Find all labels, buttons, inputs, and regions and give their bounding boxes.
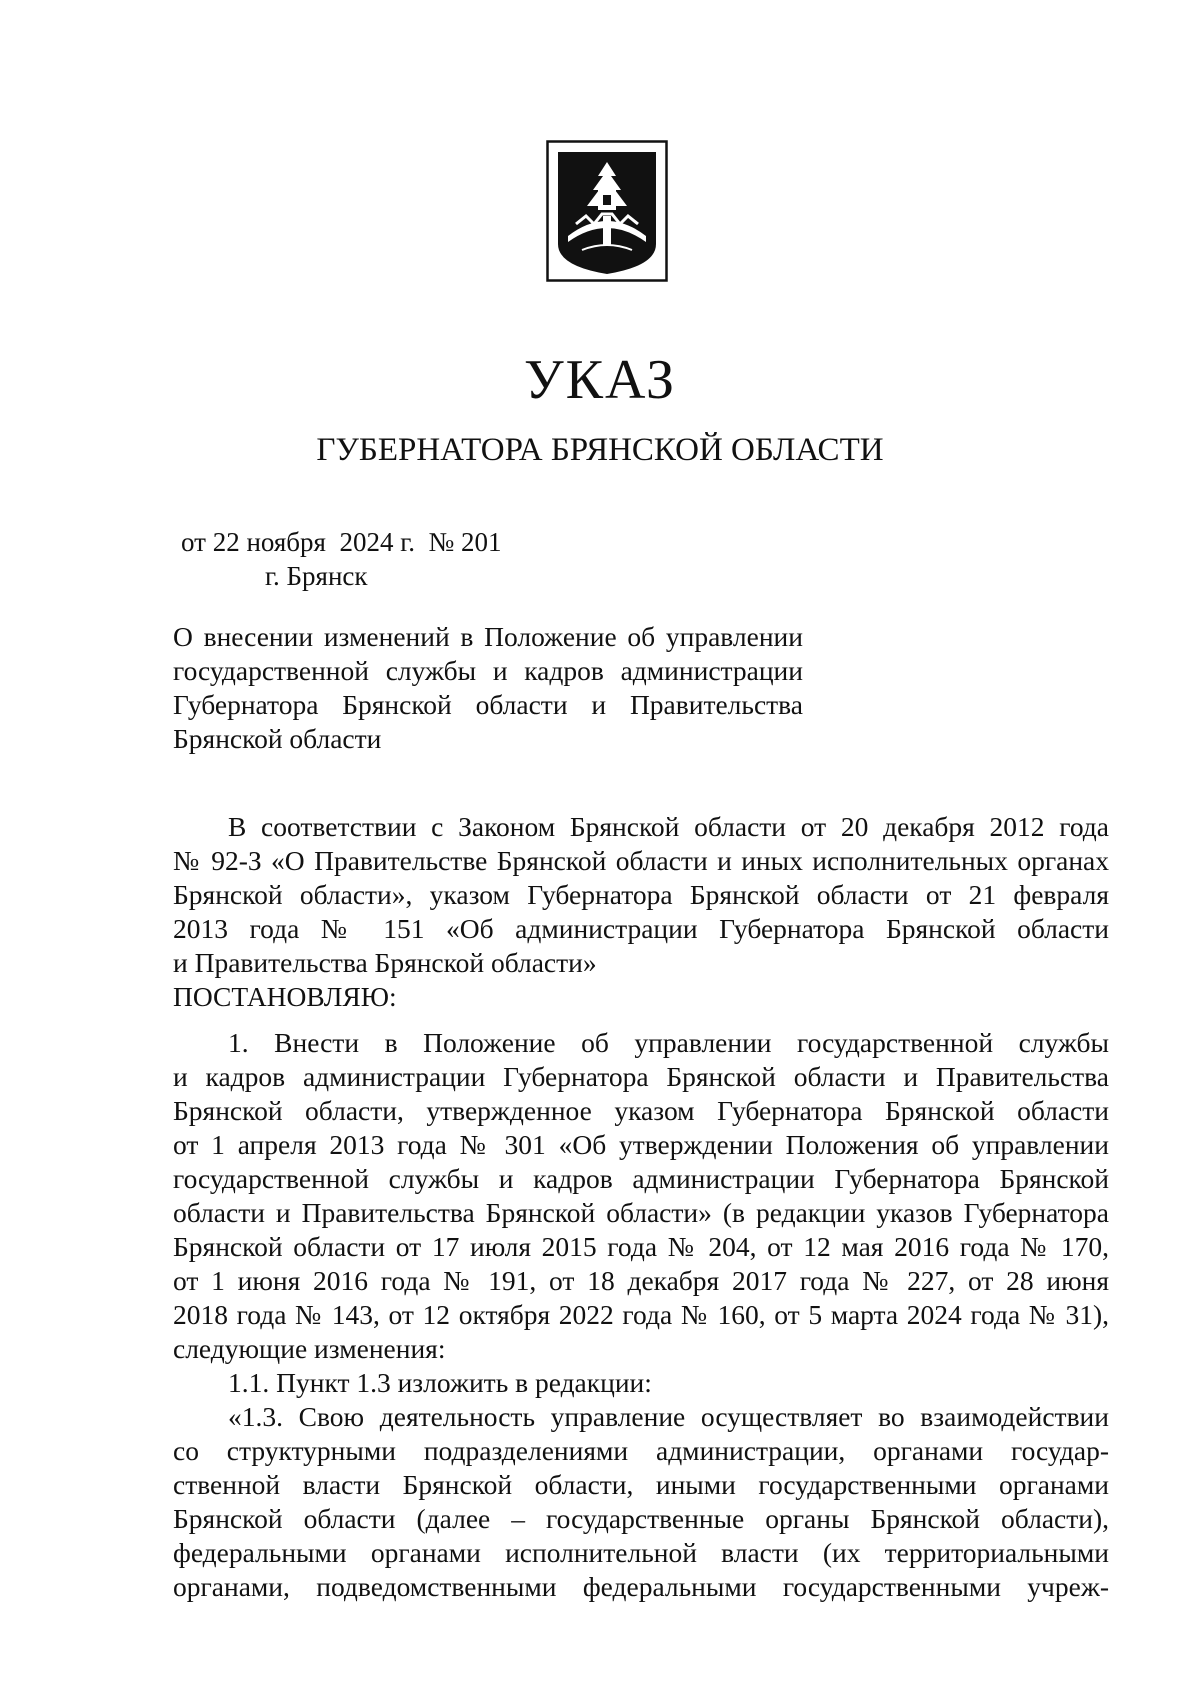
decree-line: следующие изменения:: [173, 1333, 446, 1364]
decree-line: органами, подведомственными федеральными государственными учреж-: [173, 1571, 1109, 1602]
decree-line: Брянской области, утвержденное указом Губернатора Брянской области: [173, 1095, 1109, 1126]
decree-line: государственной службы и кадров администрации Губернатора Брянской: [173, 1163, 1109, 1194]
decree-line: 1.1. Пункт 1.3 изложить в редакции:: [228, 1367, 652, 1398]
subject-line: О внесении изменений в Положение об управлении: [173, 621, 803, 652]
decree-body: [173, 1026, 1109, 1604]
decree-line: «1.3. Свою деятельность управление осуществляет во взаимодействии: [228, 1401, 1109, 1432]
decree-line: 2018 года № 143, от 12 октября 2022 года № 160, от 5 марта 2024 года № 31),: [173, 1299, 1109, 1330]
decree-line: от 1 июня 2016 года № 191, от 18 декабря 2017 года № 227, от 28 июня: [173, 1265, 1109, 1296]
subject-line: Губернатора Брянской области и Правительства: [173, 689, 803, 720]
preamble-line: и Правительства Брянской области»: [173, 947, 597, 978]
resolve-heading: ПОСТАНОВЛЯЮ:: [173, 981, 397, 1012]
document-title: УКАЗ: [523, 349, 677, 411]
date-and-number: от 22 ноября 2024 г. № 201: [181, 527, 502, 557]
decree-line: области и Правительства Брянской области» (в редакции указов Губернатора: [173, 1197, 1109, 1228]
decree-line: от 1 апреля 2013 года № 301 «Об утверждении Положения об управлении: [173, 1129, 1109, 1160]
decree-line: со структурными подразделениями администрации, органами государ-: [173, 1435, 1109, 1466]
preamble-line: № 92-З «О Правительстве Брянской области и иных исполнительных органах: [173, 845, 1109, 876]
issuer-title: ГУБЕРНАТОРА БРЯНСКОЙ ОБЛАСТИ: [316, 432, 884, 468]
preamble-line: В соответствии с Законом Брянской области от 20 декабря 2012 года: [228, 811, 1109, 842]
preamble-line: Брянской области», указом Губернатора Брянской области от 21 февраля: [173, 879, 1109, 910]
subject-line: Брянской области: [173, 723, 382, 754]
preamble-line: 2013 года № 151 «Об администрации Губернатора Брянской области: [173, 913, 1109, 944]
preamble: [173, 810, 1109, 1014]
decree-subject: [173, 620, 803, 756]
decree-line: федеральными органами исполнительной власти (их территориальными: [173, 1537, 1109, 1568]
bryansk-coat-of-arms-icon: [546, 140, 668, 282]
city: г. Брянск: [265, 561, 368, 591]
emblem: [546, 140, 668, 282]
decree-line: и кадров администрации Губернатора Брянской области и Правительства: [173, 1061, 1109, 1092]
decree-line: Брянской области от 17 июля 2015 года № 204, от 12 мая 2016 года № 170,: [173, 1231, 1109, 1262]
decree-line: Брянской области (далее – государственные органы Брянской области),: [173, 1503, 1109, 1534]
decree-line: ственной власти Брянской области, иными государственными органами: [173, 1469, 1109, 1500]
decree-line: 1. Внести в Положение об управлении государственной службы: [228, 1027, 1109, 1058]
subject-line: государственной службы и кадров администрации: [173, 655, 803, 686]
